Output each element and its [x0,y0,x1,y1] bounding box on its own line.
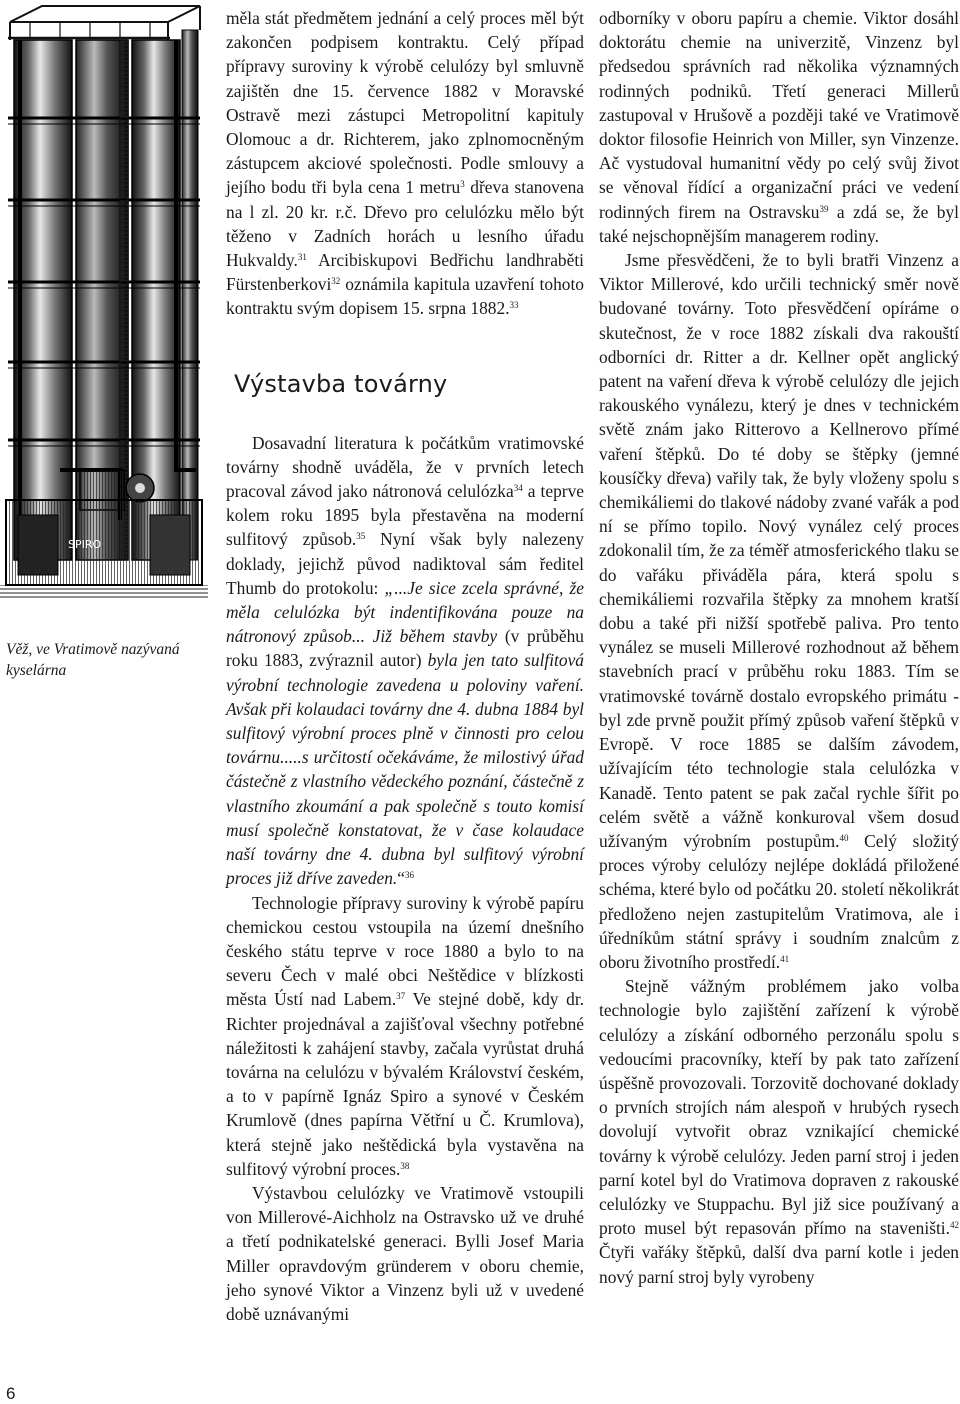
tower-sign-text: SPIRO [68,538,102,551]
tower-illustration [0,0,208,600]
quote: byla jen tato sulfitová výrobní technologie zavedena u poloviny vaření. Avšak při kolaudaci továrny dne 4. dubna 1884 byl sulfitový výrobní proces plně v činnosti pro celou továrnu.....s určitostí očekáváme, že milostivý úřad částečně z vlastního vědeckého poznání, částečně z vlastního zkoumání a pak společně s touto komisí musí společně konstatovat, že v čase kolaudace naší továrny dne 4. dubna byl sulfitový výrobní proces již dříve zaveden. [226,650,585,889]
paragraph: Stejně vážným problémem jako volba technologie bylo zajištění zařízení k výrobě celulózy a získání odborného perzonálu spolu s vedoucími pracovníky, kteří by pak tato zařízení úspěšně provozovali. Torzovitě dochované doklady o prvních strojích nám alespoň v hrubých rysech dovolují vytvořit obraz vznikající chemické továrny k výrobě celulózy. Jeden parní stroj i jeden parní kotel byl do Vratimova dopraven z rakouské celulózky ve Stuppachu. Byl již sice používaný a proto musel být repasován přímo na staveništi.$^{42}$ Čtyři vařáky štěpků, další dva parní kotle i jeden nový parní stroj byly vyrobeny [599,976,959,1287]
text-column-right [599,6,959,1289]
footnote-ref: 3 [460,179,465,190]
paragraph: Výstavbou celulózky ve Vratimově vstoupili von Millerové-Aichholz na Ostravsko už ve druhé a třetí podnikatelské generaci. Bylli Josef Maria Miller opravdovým gründerem v oboru chemie, jeho synové Viktor a Vinzenz byli už v uvedené době uznávanými [226,1182,584,1324]
page-number: 6 [6,1384,16,1403]
quote: „...Je sice zcela správné, že měla celulózka být indentifikována pouze na nátronový způsob... Již během stavby [226,577,584,647]
footnote-ref: 41 [780,953,790,964]
footnote-ref: 32 [331,276,341,287]
text-column-middle [226,6,584,1326]
paragraph: Jsme přesvědčeni, že to byli bratři Vinzenz a Viktor Millerové, kdo určili technický směr nově budované továrny. Toto přesvědčení opíráme o skutečnost, že v roce 1882 získali dva rakouští odborníci dr. Ritter a dr. Kellner opět anglický patent na vaření dřeva k výrobě celulózy dle jejich rakouského vynálezu, který je dnes v technickém světě znám jako Ritterovo a Kellnerovo přímé vaření štěpků. Do té doby se štěpky (jemné kousíčky dřeva) vařily tak, že byly vloženy spolu s chemikáliemi do tlakové nádoby zvané vařák a pod ní se přímo topilo. Nový vynález celý proces zdokonalil tím, že za téměř atmosferického tlaku se do vařáku přiváděla pára, která spolu s chemikáliemi rozvařila štěpky za mnohem kratší dobu a také při nižší spotřebě paliva. Pro tento vynález se museli Millerové rozhodnout až během stavebních prací v průběhu roku 1883. Tím se vratimovské továrně dostalo evropského primátu - byl zde prvně použit přímý způsob vaření štěpků v Evropě. V roce 1885 se dalším závodem, užívajícím této technologie stala celulózka v Kanadě. Tento patent se pak začal rychle šířit po celém světě a vážně konkuroval všem dosud užívaným výrobním postupům.$^{40}$ Celý složitý proces výroby celulózy nejlépe dokládá přiložené schéma, které bylo od počátku 20. století několikrát předloženo nejen zastupitelům Vratimova, ale i úředníkům státní správy i soudním znalcům z oboru životního prostředí.$^{41}$ [599,250,959,972]
paragraph: odborníky v oboru papíru a chemie. Viktor dosáhl doktorátu chemie na univerzitě, Vinzenz byl předsedou správních rad několika významných rodinných podniků. Třetí generaci Millerů zastupoval v Hrušově a později také ve Vratimově doktor filosofie Heinrich von Miller, syn Vinzenze. Ač vystudoval humanitní vědy po celý svůj život se věnoval řídící a organizační práci ve vedení rodinných firem na Ostravsku$^{39}$ a zdá se, že byl také nejschopnějším managerem rodiny. [599,8,959,246]
footnote-ref: 38 [400,1160,410,1171]
paragraph: Dosavadní literatura k počátkům vratimovské továrny shodně uváděla, že v prvních letech pracoval závod jako nátronová celulózka$^{34}$ a teprve kolem roku 1895 byla přestavěna na moderní sulfitový způsob.$^{35}$ Nyní však byly nalezeny doklady, jejichž původ nadiktoval sám ředitel Thumb do protokolu: „...Je sice zcela správné, že měla celulózka být indentifikována pouze na nátronový způsob... Již během stavby (v průběhu roku 1883, zvýraznil autor) byla jen tato sulfitová výrobní technologie zavedena u poloviny vaření. Avšak při kolaudaci továrny dne 4. dubna 1884 byl sulfitový výrobní proces plně v činnosti pro celou továrnu.....s určitostí očekáváme, že milostivý úřad částečně z vlastního vědeckého poznání, částečně z vlastního zkoumání a pak společně s touto komisí musí společně konstatovat, že v čase kolaudace naší továrny dne 4. dubna byl sulfitový výrobní proces již dříve zaveden.“$^{36}$ [226,432,585,889]
figure-caption: Věž, ve Vratimově nazývaná kyselárna [6,641,180,679]
footnote-ref: 34 [513,483,523,494]
footnote-ref: 33 [509,300,519,311]
footnote-ref: 31 [297,252,307,263]
footnote-ref: 39 [819,203,829,214]
footnote-ref: 37 [396,991,406,1002]
paragraph: Technologie přípravy suroviny k výrobě papíru chemickou cestou vstoupila na území dnešního českého státu teprve v roce 1880 a bylo to na severu Čech v malé obci Neštědice v blízkosti města Ústí nad Labem.$^{37}$ Ve stejné době, kdy dr. Richter projednával a zajišťoval všechny potřebné náležitosti k zahájení stavby, začala vyrůstat druhá továrna na celulózu v bývalém Království českém, a to v papírně Ignáz Spiro a synové v Českém Krumlově (dnes papírna Větřní u Č. Krumlova), která stejně jako neštědická byla vystavěna na sulfitový výrobní proces.$^{38}$ [226,892,584,1179]
footnote-ref: 35 [356,531,366,542]
footnote-ref: 42 [950,1220,959,1231]
paragraph: měla stát předmětem jednání a celý proces měl být zakončen podpisem kontraktu. Celý případ přípravy suroviny k výrobě celulózy byl smluvně zajištěn dne 15. července 1882 v Moravské Ostravě mezi zástupci Metropolitní kapituly Olomouc a dr. Richterem, jako zplnomocněným zástupcem akciové společnosti. Podle smlouvy a jejího bodu tři byla cena 1 metru$^3$ dřeva stanovena na l zl. 20 kr. r.č. Dřevo pro celulózku mělo být těženo v Zadních horách u lesního úřadu Hukvaldy.$^{31}$ Arcibiskupovi Bedřichu landhraběti Fürstenberkovi$^{32}$ oznámila kapitula uzavření tohoto kontraktu svým dopisem 15. srpna 1882.33 [226,8,585,319]
section-heading: Výstavba továrny [234,369,448,398]
footnote-ref: 36 [405,870,415,881]
footnote-ref: 40 [839,832,849,843]
